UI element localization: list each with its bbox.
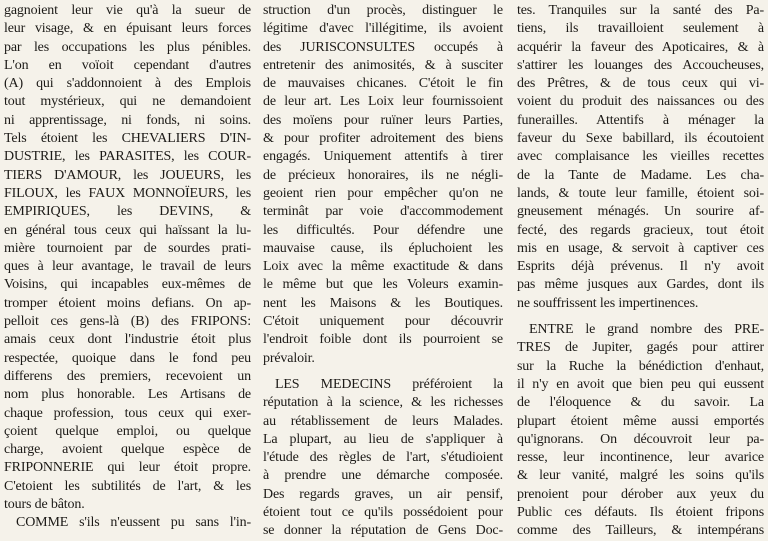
text-line: qu'ignorans. On découvroit leur pa-	[517, 431, 764, 447]
text-line: Loix avec la même exactitude & dans	[263, 259, 503, 275]
text-line: sur la Ruche la bénédiction d'enhaut,	[517, 358, 764, 374]
text-column-right	[517, 2, 764, 541]
text-line: il n'y en avoit que bien peu qui eussent	[517, 376, 764, 392]
text-line: leur visage, & en épuisant leurs forces	[4, 21, 251, 37]
text-line: à prendre une démarche composée.	[263, 468, 503, 484]
text-line: faveur du Sexe babillard, ils écoutoient	[517, 131, 764, 147]
text-line: de l'éloquence & du savoir. La	[517, 395, 764, 411]
text-line: chaque profession, tous ceux qui exer-	[4, 405, 251, 421]
text-line: nent les Maisons & les Boutiques.	[263, 295, 503, 311]
text-line: çoient quelque emploi, ou quelque	[4, 423, 251, 439]
text-line: s'attirer les louanges des Accoucheuses,	[517, 57, 764, 73]
text-line: geoient rien pour empêcher qu'on ne	[263, 185, 503, 201]
text-line: les difficultés. Pour défendre une	[263, 222, 503, 238]
text-line: L'on en voïoit cependant d'autres	[4, 57, 251, 73]
text-line: tes. Tranquiles sur la santé des Pa-	[517, 3, 764, 18]
text-line: EMPIRIQUES, les DEVINS, &	[4, 204, 251, 220]
text-line: mauvaise cause, ils épluchoient les	[263, 240, 503, 256]
text-line: terminât par voie d'accommodement	[263, 204, 503, 220]
text-line: tiens, ils travailloient seulement à	[517, 21, 764, 37]
text-line: mière tournoient par de sourdes prati-	[4, 240, 251, 256]
text-line: & pour profiter adroitement des biens	[263, 131, 503, 147]
text-line: des JURISCONSULTES occupés à	[263, 39, 503, 55]
text-line: de précieux honoraires, ils ne négli-	[263, 167, 503, 183]
text-line: voient du produit des naissances ou des	[517, 94, 764, 110]
text-line: par les occupations les plus pénibles.	[4, 39, 251, 55]
text-line: comme des Tailleurs, & intempérans	[517, 523, 764, 539]
text-line: Voisins, qui incapables eux-mêmes de	[4, 277, 251, 293]
text-line: pas même jusques aux Gardes, dont ils	[517, 277, 764, 293]
text-line: avec complaisance les vieilles recettes	[517, 149, 764, 165]
text-line: au rétablissement de leurs Malades.	[263, 413, 503, 429]
text-line: l'étude des règles de l'art, s'étudioient	[263, 450, 503, 466]
text-line: gagnoient leur vie qu'à la sueur de	[4, 3, 251, 18]
text-line: FILOUX, les FAUX MONNOÏEURS, les	[4, 185, 251, 201]
text-line: funerailles. Attentifs à ménager la	[517, 112, 764, 128]
text-line: Tels étoient les CHEVALIERS D'IN-	[4, 131, 251, 147]
text-line: le même but que les Voleurs examin-	[263, 277, 503, 293]
text-line: Esprits déjà prévenus. Il n'y avoit	[517, 259, 764, 275]
text-line: mis en usage, & servoit à captiver ces	[517, 240, 764, 256]
text-line: gneusement ménagés. Un sourire af-	[517, 204, 764, 220]
text-line: C'étoit uniquement pour découvrir	[263, 314, 503, 330]
text-line: l'endroit foible dont ils pourroient se	[263, 332, 503, 348]
text-line: FRIPONNERIE qui leur étoit propre.	[4, 460, 251, 476]
text-line: LES MEDECINS préféroient la	[275, 376, 503, 392]
text-line: tours de bâton.	[4, 497, 85, 513]
text-line: plupart étoient même aussi emportés	[517, 413, 764, 429]
text-line: struction d'un procès, distinguer le	[263, 3, 503, 18]
text-line: engagés. Uniquement attentifs à tirer	[263, 149, 503, 165]
text-line: ques à leur avantage, le travail de leurs	[4, 259, 251, 275]
text-column-middle	[263, 2, 503, 541]
text-line: resse, leur incontinence, leur avarice	[517, 450, 764, 466]
text-line: La plupart, au lieu de s'appliquer à	[263, 431, 503, 447]
text-line: COMME s'ils n'eussent pu sans l'in-	[16, 515, 251, 531]
text-line: réputation à la science, & les richesses	[263, 395, 503, 411]
text-line: ne souffrissent les impertinences.	[517, 295, 699, 311]
text-line: des Prêtres, & de tous ceux qui vi-	[517, 76, 764, 92]
text-line: prévaloir.	[263, 350, 315, 366]
text-column-left	[4, 2, 251, 533]
text-line: nom plus honorable. Les Artisans de	[4, 387, 251, 403]
text-line: charge, avoient quelque espèce de	[4, 442, 251, 458]
text-line: se donner la réputation de Gens Doc-	[263, 523, 503, 539]
text-line: en général tous ceux qui haïssant la lu-	[4, 222, 251, 238]
text-line: entretenir des animosités, & à susciter	[263, 57, 503, 73]
text-line: TRES de Jupiter, gagés pour attirer	[517, 340, 764, 356]
text-line: de mauvaises chicanes. C'étoit le fin	[263, 76, 503, 92]
text-line: ni apprentissage, ni fonds, ni soins.	[4, 112, 251, 128]
text-line: tout mystérieux, qui ne demandoient	[4, 94, 251, 110]
text-line: tromper étoient moins defians. On ap-	[4, 295, 251, 311]
text-line: TIERS D'AMOUR, les JOUEURS, les	[4, 167, 251, 183]
text-line: des moïens pour ruïner leurs Parties,	[263, 112, 503, 128]
text-line: amais ceux dont l'industrie étoit plus	[4, 332, 251, 348]
text-line: differens des premiers, recevoient un	[4, 368, 251, 384]
text-line: prenoient pour dérober aux yeux du	[517, 486, 764, 502]
text-line: (A) qui s'addonnoient à des Emplois	[4, 76, 251, 92]
text-line: Public ces défauts. Ils étoient fripons	[517, 505, 764, 521]
text-line: respectée, quoique dans le fond peu	[4, 350, 251, 366]
text-line: de leur art. Les Loix leur fournissoient	[263, 94, 503, 110]
text-line: ENTRE le grand nombre des PRE-	[529, 322, 764, 338]
text-line: DUSTRIE, les PARASITES, les COUR-	[4, 149, 251, 165]
text-line: C'etoient les subtilités de l'art, & les	[4, 478, 251, 494]
text-line: de la Tante de Madame. Les cha-	[517, 167, 764, 183]
text-line: fecté, des regards gracieux, tout étoit	[517, 222, 764, 238]
text-line: Des regards graves, un air pensif,	[263, 486, 503, 502]
text-line: lands, & toute leur famille, étoient soi-	[517, 185, 764, 201]
text-line: acquérir la faveur des Apoticaires, & à	[517, 39, 764, 55]
text-line: étoient tout ce qu'ils possédoient pour	[263, 505, 503, 521]
text-line: pelloit ces gens-là (B) des FRIPONS:	[4, 314, 251, 330]
text-line: & leur vanité, malgré les soins qu'ils	[517, 468, 764, 484]
text-line: légitime d'avec l'illégitime, ils avoient	[263, 21, 503, 37]
